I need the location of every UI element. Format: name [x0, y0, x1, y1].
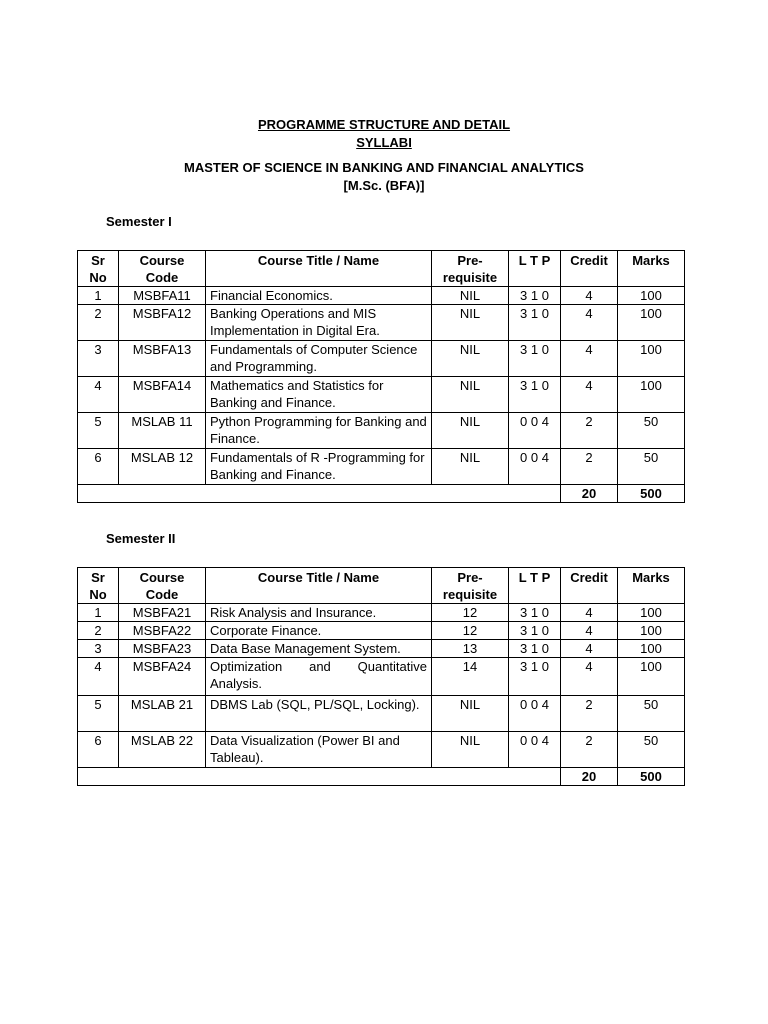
sr-cell: 3 [78, 341, 119, 377]
ltp-cell: 3 1 0 [509, 287, 561, 305]
sr-cell: 4 [78, 377, 119, 413]
col-header-credit: Credit [561, 568, 618, 604]
marks-cell: 100 [618, 377, 685, 413]
total-label-cell [78, 768, 561, 786]
table-row [78, 622, 685, 640]
prereq-cell: NIL [432, 377, 509, 413]
ltp-cell: 3 1 0 [509, 622, 561, 640]
total-row [78, 485, 685, 503]
table-row [78, 696, 685, 732]
title-cell: Corporate Finance. [206, 622, 432, 640]
title-cell: Risk Analysis and Insurance. [206, 604, 432, 622]
ltp-cell: 3 1 0 [509, 341, 561, 377]
col-header-prerequisite: Pre- requisite [432, 568, 509, 604]
table-row [78, 732, 685, 768]
code-cell: MSLAB 12 [119, 449, 206, 485]
sr-cell: 1 [78, 604, 119, 622]
sr-cell: 2 [78, 622, 119, 640]
col-header-course-title: Course Title / Name [206, 251, 432, 287]
sr-cell: 5 [78, 696, 119, 732]
total-label-cell [78, 485, 561, 503]
title-cell: Data Visualization (Power BI and Tableau). [206, 732, 432, 768]
code-cell: MSBFA23 [119, 640, 206, 658]
credit-cell: 4 [561, 658, 618, 696]
credit-cell: 2 [561, 732, 618, 768]
table-header-row [78, 251, 685, 287]
total-credit-cell: 20 [561, 768, 618, 786]
prereq-cell: NIL [432, 305, 509, 341]
ltp-cell: 0 0 4 [509, 413, 561, 449]
sr-cell: 2 [78, 305, 119, 341]
credit-cell: 4 [561, 377, 618, 413]
total-marks-cell: 500 [618, 485, 685, 503]
marks-cell: 50 [618, 696, 685, 732]
ltp-cell: 3 1 0 [509, 305, 561, 341]
degree-abbreviation: [M.Sc. (BFA)] [343, 178, 425, 193]
total-row [78, 768, 685, 786]
total-marks-cell: 500 [618, 768, 685, 786]
ltp-cell: 0 0 4 [509, 732, 561, 768]
code-cell: MSBFA11 [119, 287, 206, 305]
table-row [78, 413, 685, 449]
col-header-ltp: L T P [509, 568, 561, 604]
marks-cell: 50 [618, 732, 685, 768]
title-cell: Financial Economics. [206, 287, 432, 305]
degree-title: MASTER OF SCIENCE IN BANKING AND FINANCIAL ANALYTICS [184, 160, 584, 175]
col-header-prerequisite: Pre- requisite [432, 251, 509, 287]
code-cell: MSLAB 11 [119, 413, 206, 449]
table-row [78, 449, 685, 485]
table-row [78, 377, 685, 413]
title-cell: Mathematics and Statistics for Banking and Finance. [206, 377, 432, 413]
semester-2-table [77, 567, 685, 786]
prereq-cell: NIL [432, 732, 509, 768]
sr-cell: 5 [78, 413, 119, 449]
code-cell: MSBFA22 [119, 622, 206, 640]
title-cell: Data Base Management System. [206, 640, 432, 658]
marks-cell: 50 [618, 413, 685, 449]
credit-cell: 2 [561, 449, 618, 485]
table-row [78, 658, 685, 696]
col-header-sr-no: Sr No [78, 568, 119, 604]
marks-cell: 50 [618, 449, 685, 485]
title-cell: DBMS Lab (SQL, PL/SQL, Locking). [206, 696, 432, 732]
code-cell: MSBFA14 [119, 377, 206, 413]
credit-cell: 4 [561, 604, 618, 622]
code-cell: MSLAB 21 [119, 696, 206, 732]
credit-cell: 4 [561, 305, 618, 341]
prereq-cell: NIL [432, 341, 509, 377]
total-credit-cell: 20 [561, 485, 618, 503]
col-header-course-title: Course Title / Name [206, 568, 432, 604]
semester-2-heading: Semester II [106, 531, 176, 546]
credit-cell: 4 [561, 287, 618, 305]
prereq-cell: NIL [432, 413, 509, 449]
credit-cell: 4 [561, 341, 618, 377]
title-cell: Fundamentals of Computer Science and Programming. [206, 341, 432, 377]
credit-cell: 4 [561, 622, 618, 640]
code-cell: MSLAB 22 [119, 732, 206, 768]
ltp-cell: 3 1 0 [509, 604, 561, 622]
credit-cell: 2 [561, 696, 618, 732]
sr-cell: 6 [78, 449, 119, 485]
title-cell: Banking Operations and MIS Implementation in Digital Era. [206, 305, 432, 341]
sr-cell: 3 [78, 640, 119, 658]
sr-cell: 1 [78, 287, 119, 305]
credit-cell: 2 [561, 413, 618, 449]
prereq-cell: NIL [432, 287, 509, 305]
col-header-course-code: Course Code [119, 568, 206, 604]
table-header-row [78, 568, 685, 604]
ltp-cell: 3 1 0 [509, 640, 561, 658]
programme-structure-heading: PROGRAMME STRUCTURE AND DETAIL [257, 117, 511, 132]
code-cell: MSBFA13 [119, 341, 206, 377]
marks-cell: 100 [618, 287, 685, 305]
title-cell: Optimization and Quantitative Analysis. [206, 658, 432, 696]
marks-cell: 100 [618, 658, 685, 696]
code-cell: MSBFA24 [119, 658, 206, 696]
semester-1-table [77, 250, 685, 503]
table-row [78, 341, 685, 377]
prereq-cell: NIL [432, 449, 509, 485]
prereq-cell: 12 [432, 604, 509, 622]
ltp-cell: 0 0 4 [509, 449, 561, 485]
sr-cell: 4 [78, 658, 119, 696]
prereq-cell: 14 [432, 658, 509, 696]
prereq-cell: 12 [432, 622, 509, 640]
title-cell: Fundamentals of R -Programming for Banking and Finance. [206, 449, 432, 485]
marks-cell: 100 [618, 305, 685, 341]
table-row [78, 604, 685, 622]
col-header-sr-no: Sr No [78, 251, 119, 287]
table-row [78, 287, 685, 305]
col-header-course-code: Course Code [119, 251, 206, 287]
code-cell: MSBFA21 [119, 604, 206, 622]
marks-cell: 100 [618, 622, 685, 640]
prereq-cell: 13 [432, 640, 509, 658]
col-header-ltp: L T P [509, 251, 561, 287]
credit-cell: 4 [561, 640, 618, 658]
ltp-cell: 0 0 4 [509, 696, 561, 732]
ltp-cell: 3 1 0 [509, 658, 561, 696]
marks-cell: 100 [618, 640, 685, 658]
table-row [78, 305, 685, 341]
prereq-cell: NIL [432, 696, 509, 732]
marks-cell: 100 [618, 341, 685, 377]
marks-cell: 100 [618, 604, 685, 622]
col-header-credit: Credit [561, 251, 618, 287]
table-row [78, 640, 685, 658]
sr-cell: 6 [78, 732, 119, 768]
syllabi-heading: SYLLABI [356, 135, 412, 150]
title-cell: Python Programming for Banking and Finance. [206, 413, 432, 449]
col-header-marks: Marks [618, 251, 685, 287]
col-header-marks: Marks [618, 568, 685, 604]
semester-1-heading: Semester I [106, 214, 172, 229]
ltp-cell: 3 1 0 [509, 377, 561, 413]
code-cell: MSBFA12 [119, 305, 206, 341]
